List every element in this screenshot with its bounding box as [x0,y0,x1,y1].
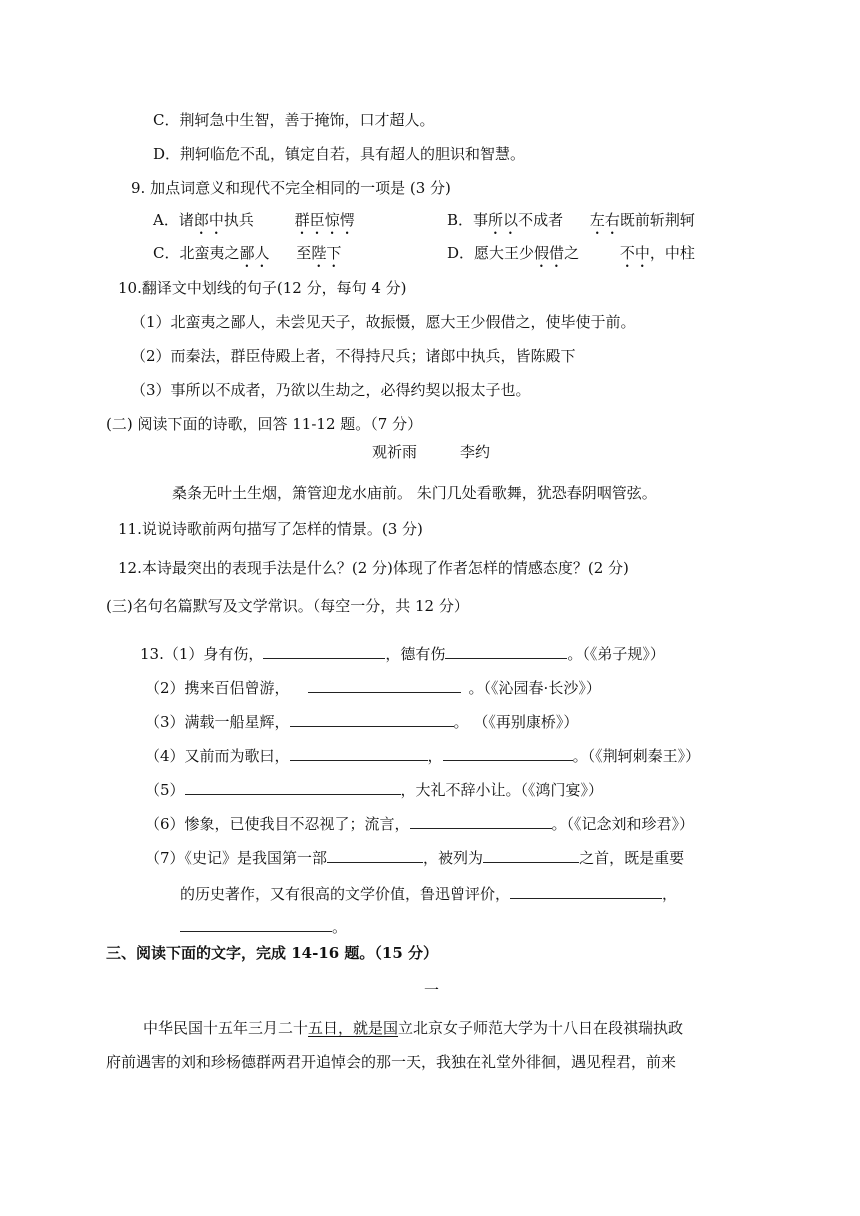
dictation-text: （4）又前而为歌曰， [145,747,290,765]
dictation-item-7 [145,847,684,868]
question-10-sentence-3: （3）事所以不成者，乃欲以生劫之，必得约契以报太子也。 [131,381,531,399]
option-9c-dotted: 陛下 [311,244,342,262]
question-10-stem: 10.翻译文中划线的句子(12 分，每句 4 分) [118,279,407,297]
dictation-text: 。（《弟子规》） [567,645,665,663]
passage-section-number: 一 [424,981,440,999]
option-9b-text: 既前斩荆轲 [619,211,695,229]
answer-blank[interactable] [180,916,332,932]
option-9a-text: 诸 [178,211,194,229]
option-9a-text: 执兵 [223,211,254,229]
dictation-text: （7）《史记》是我国第一部 [145,849,328,867]
option-9d-text: 之 [564,244,580,262]
section-2-heading: (二) 阅读下面的诗歌，回答 11-12 题。（7 分） [106,415,423,433]
option-9b-dotted: 左右 [589,211,620,229]
question-9-row-cd-d [447,243,695,271]
answer-blank[interactable] [327,847,423,863]
dictation-item-4 [145,745,700,766]
poem-title: 观祈雨 [372,443,418,461]
answer-blank[interactable] [445,643,567,659]
dictation-text: （3）满载一船星辉， [145,713,290,731]
dictation-item-3 [145,711,578,732]
option-9b-text: 不成者 [518,211,564,229]
dictation-text: 。 [332,918,348,936]
dictation-text: ， [662,885,678,903]
dictation-item-6 [145,813,694,834]
option-9d-label: D． [447,244,475,262]
answer-blank[interactable] [308,677,461,693]
dictation-text: （5） [145,781,185,799]
answer-blank[interactable] [510,883,662,899]
question-9-row-ab-b [447,210,695,238]
answer-blank[interactable] [290,711,454,727]
dictation-text: ，德有伤 [385,645,446,663]
option-8d: D．荆轲临危不乱，镇定自若，具有超人的胆识和智慧。 [153,145,526,163]
option-9d-text: ，中柱 [649,244,695,262]
dictation-item-2 [145,677,601,698]
question-10-sentence-2: （2）而秦法，群臣侍殿上者，不得持尺兵；诸郎中执兵，皆陈殿下 [131,347,576,365]
question-13-number: 13. [140,645,164,663]
question-11: 11.说说诗歌前两句描写了怎样的情景。(3 分) [118,520,423,538]
dictation-text: 。 （《再别康桥》） [453,713,579,731]
question-9-row-ab [153,210,355,238]
option-9d-text: 愿大王少 [474,244,535,262]
option-9b-text: 事 [473,211,489,229]
dictation-text: （2）携来百侣曾游， [145,679,290,697]
answer-blank[interactable] [290,745,428,761]
dictation-text: 之首，既是重要 [579,849,685,867]
dictation-text: （6）惨象，已使我目不忍视了；流言， [145,815,410,833]
option-9d-dotted: 假借 [534,244,565,262]
question-9-row-cd [153,243,341,271]
answer-blank[interactable] [410,813,552,829]
dictation-text: 。（《荆轲刺秦王》） [572,747,701,765]
answer-blank[interactable] [263,643,385,659]
part-3-heading: 三、阅读下面的文字，完成 14-16 题。（15 分） [106,944,439,962]
passage-text: 中华民国十五年三月二十 [143,1019,309,1037]
answer-blank[interactable] [185,779,401,795]
passage-text: 立北京女子师范大学为十八日在段祺瑞执政 [398,1019,684,1037]
dictation-text: ，大礼不辞小让。（《鸿门宴》） [400,781,604,799]
section-3-heading: (三)名句名篇默写及文学常识。（每空一分，共 12 分） [106,597,469,615]
dictation-item-7-end [180,916,347,937]
option-9b-label: B． [447,211,474,229]
dictation-text: 的历史著作，又有很高的文学价值，鲁迅曾评价， [180,885,511,903]
option-9c-text: 至 [296,244,312,262]
option-9a-dotted: 群臣 [294,211,325,229]
question-12: 12.本诗最突出的表现手法是什么？(2 分)体现了作者怎样的情感态度？(2 分) [118,559,629,577]
dictation-text: ， [427,747,443,765]
question-9-stem: 9. 加点词意义和现代不完全相同的一项是 (3 分) [131,179,451,197]
option-9a-dotted: 郎中 [193,211,224,229]
option-9c-label: C． [153,244,180,262]
poem-author: 李约 [460,443,491,461]
dictation-text: ，被列为 [423,849,484,867]
dictation-text: 。（《记念刘和珍君》） [551,815,695,833]
option-9a-label: A． [153,211,179,229]
passage-paragraph-line-1 [143,1018,683,1038]
passage-paragraph-line-2: 府前遇害的刘和珍杨德群两君开追悼会的那一天，我独在礼堂外徘徊，遇见程君，前来 [106,1053,677,1071]
answer-blank[interactable] [443,745,573,761]
option-9a-dotted: 惊愕 [324,211,355,229]
option-9d-dotted: 不中 [619,244,650,262]
dictation-text: （1）身有伤， [163,645,264,663]
dictation-text: 。（《沁园春·长沙》） [468,679,601,697]
poem-body: 桑条无叶土生烟，箫管迎龙水庙前。 朱门几处看歌舞，犹恐春阴咽管弦。 [172,484,657,502]
option-9c-dotted: 鄙人 [239,244,270,262]
dictation-item-5 [145,779,603,800]
answer-blank[interactable] [483,847,579,863]
dictation-item-7-cont [180,883,677,904]
option-8c: C．荆轲急中生智，善于掩饰，口才超人。 [153,111,435,129]
passage-underlined: 五日，就是国 [308,1019,399,1037]
option-9b-dotted: 所以 [488,211,519,229]
option-9c-text: 北蛮夷之 [179,244,240,262]
question-10-sentence-1: （1）北蛮夷之鄙人，未尝见天子，故振慑，愿大王少假借之，使毕使于前。 [131,313,636,331]
dictation-item-1 [140,643,665,664]
